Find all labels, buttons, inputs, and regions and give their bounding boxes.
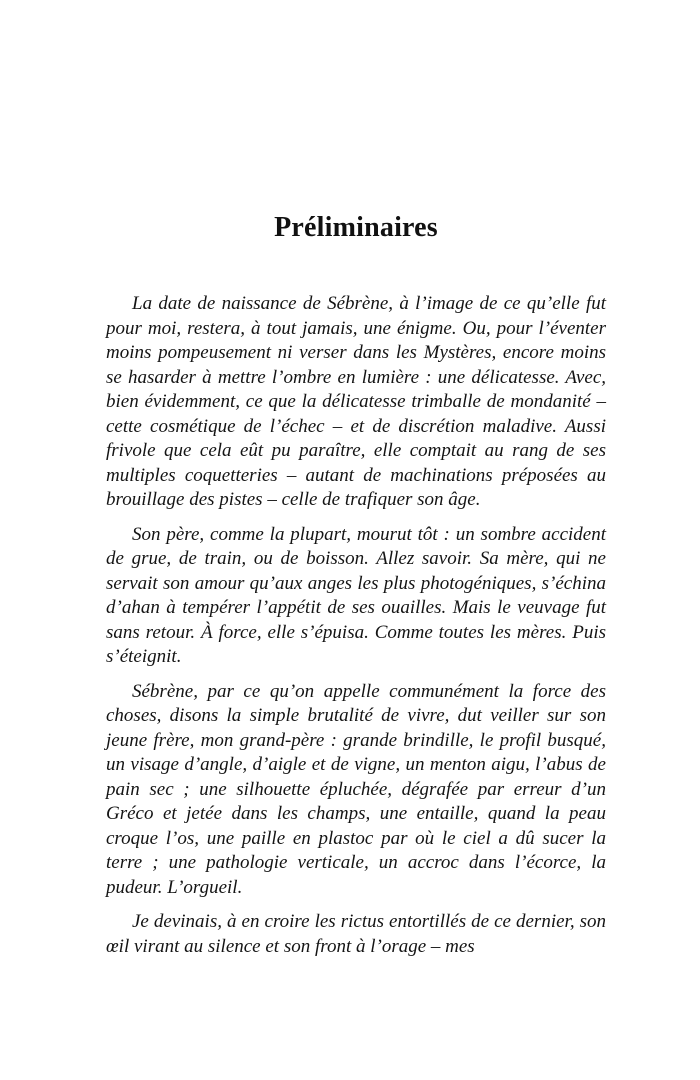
paragraph: La date de naissance de Sébrène, à l’image de ce qu’elle fut pour moi, restera, à tout jamais, une énigme. Ou, pour l’éventer moins pompeusement ni verser dans les Mystères, encore moins se hasarder à mettre l’ombre en lumière : une délicatesse. Avec, bien évidemment, ce que la délicatesse trimballe de mondanité – cette cosmétique de l’échec – et de discrétion maladive. Aussi frivole que cela eût pu paraître, elle comptait au rang de ses multiples coquetteries – autant de machinations préposées au brouillage des pistes – celle de trafiquer son âge. <box>106 293 606 510</box>
chapter-body <box>106 292 606 959</box>
chapter-title: Préliminaires <box>274 212 438 243</box>
paragraph: Sébrène, par ce qu’on appelle communément la force des choses, disons la simple brutalité de vivre, dut veiller sur son jeune frère, mon grand-père : grande brindille, le profil busqué, un visage d’angle, d’aigle et de vigne, un menton aigu, l’abus de pain sec ; une silhouette épluchée, dégrafée par erreur d’un Gréco et jetée dans les champs, une entaille, quand la peau croque l’os, une paille en plastoc par où le ciel a dû sucer la terre ; une pathologie verticale, un accroc dans l’écorce, la pudeur. L’orgueil. <box>106 680 606 898</box>
paragraph: Son père, comme la plupart, mourut tôt : un sombre accident de grue, de train, ou de boisson. Allez savoir. Sa mère, qui ne servait son amour qu’aux anges les plus photogéniques, s’échina d’ahan à tempérer l’appétit de ses ouailles. Mais le veuvage fut sans retour. À force, elle s’épuisa. Comme toutes les mères. Puis s’éteignit. <box>106 523 606 667</box>
paragraph: Je devinais, à en croire les rictus entortillés de ce dernier, son œil virant au silence et son front à l’orage – mes <box>106 911 606 957</box>
